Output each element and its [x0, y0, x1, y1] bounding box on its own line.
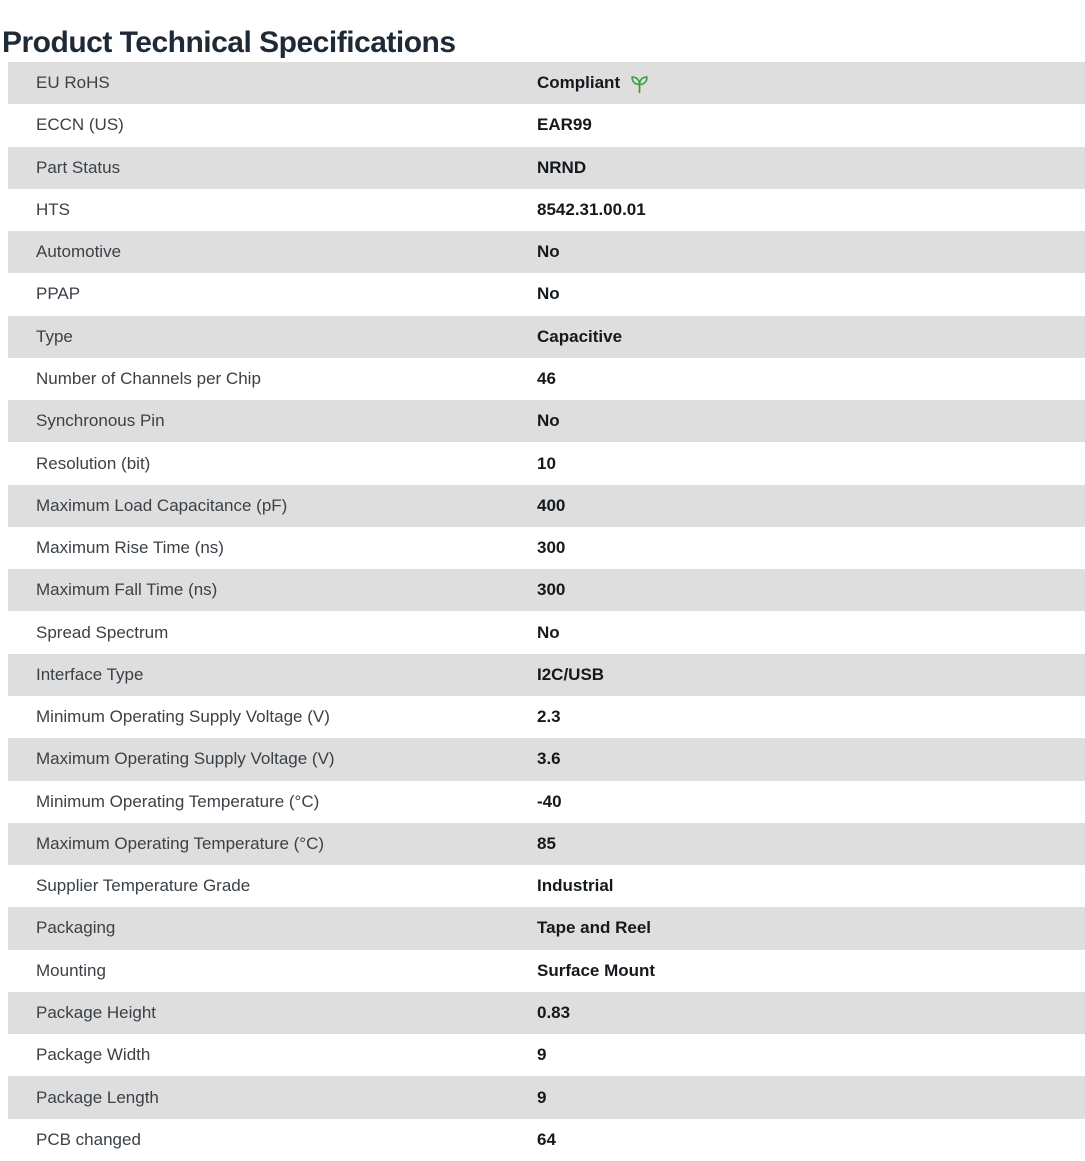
table-row: [8, 1076, 1085, 1118]
spec-value: [537, 876, 1085, 896]
spec-value: [537, 1045, 1085, 1065]
table-row: [8, 189, 1085, 231]
spec-label: EU RoHS: [36, 73, 110, 93]
table-row: [8, 400, 1085, 442]
table-row: [8, 527, 1085, 569]
spec-label: Maximum Rise Time (ns): [36, 538, 224, 558]
spec-label: Spread Spectrum: [36, 622, 169, 642]
table-row: [8, 1119, 1085, 1161]
spec-value-text: 400: [537, 495, 566, 515]
spec-value-text: Industrial: [537, 876, 614, 896]
spec-value-text: 46: [537, 368, 556, 388]
spec-value: [537, 200, 1085, 220]
spec-label: Synchronous Pin: [36, 411, 165, 431]
spec-value-text: Capacitive: [537, 326, 623, 346]
spec-value-text: 3.6: [537, 749, 561, 769]
spec-value-text: I2C/USB: [537, 664, 605, 684]
spec-value-text: 2.3: [537, 707, 561, 727]
spec-value-text: 300: [537, 538, 566, 558]
table-row: [8, 273, 1085, 315]
spec-value-text: No: [537, 622, 560, 642]
spec-label: PPAP: [36, 284, 81, 304]
table-row: [8, 823, 1085, 865]
spec-table: [8, 62, 1085, 1161]
table-row: [8, 654, 1085, 696]
spec-value-text: Compliant: [537, 73, 621, 93]
spec-value: [537, 496, 1085, 516]
table-row: [8, 485, 1085, 527]
spec-label: Package Length: [36, 1087, 159, 1107]
spec-value-text: 10: [537, 453, 556, 473]
spec-value-text: 0.83: [537, 1002, 571, 1022]
spec-value-text: No: [537, 411, 560, 431]
spec-value-text: No: [537, 242, 560, 262]
spec-value: [537, 115, 1085, 135]
spec-label: PCB changed: [36, 1129, 141, 1149]
spec-label: Minimum Operating Supply Voltage (V): [36, 707, 330, 727]
spec-value-text: EAR99: [537, 115, 592, 135]
spec-value-text: -40: [537, 791, 562, 811]
spec-label: Package Height: [36, 1002, 157, 1022]
leaf-icon: [629, 74, 650, 95]
spec-value-text: Surface Mount: [537, 960, 656, 980]
spec-label: Maximum Fall Time (ns): [36, 580, 218, 600]
spec-value: [537, 1130, 1085, 1150]
spec-value-text: 85: [537, 833, 556, 853]
spec-label: Automotive: [36, 242, 122, 262]
table-row: [8, 104, 1085, 146]
spec-value-text: Tape and Reel: [537, 918, 651, 938]
spec-value: [537, 538, 1085, 558]
spec-label: Maximum Load Capacitance (pF): [36, 495, 288, 515]
table-row: [8, 62, 1085, 104]
spec-value: [537, 918, 1085, 938]
spec-label: Maximum Operating Supply Voltage (V): [36, 749, 335, 769]
spec-label: ECCN (US): [36, 115, 124, 135]
spec-value: [537, 158, 1085, 178]
spec-value-text: 9: [537, 1045, 547, 1065]
spec-label: Package Width: [36, 1045, 151, 1065]
table-row: [8, 950, 1085, 992]
spec-value: [537, 411, 1085, 431]
spec-value-text: 300: [537, 580, 566, 600]
spec-label: Maximum Operating Temperature (°C): [36, 833, 325, 853]
table-row: [8, 865, 1085, 907]
spec-value: [537, 242, 1085, 262]
spec-value-text: 9: [537, 1087, 547, 1107]
spec-label: Interface Type: [36, 664, 144, 684]
spec-label: HTS: [36, 199, 70, 219]
table-row: [8, 696, 1085, 738]
page-title: Product Technical Specifications: [2, 26, 456, 60]
spec-label: Supplier Temperature Grade: [36, 876, 251, 896]
spec-value: [537, 369, 1085, 389]
spec-value: [537, 665, 1085, 685]
spec-label: Packaging: [36, 918, 116, 938]
table-row: [8, 992, 1085, 1034]
spec-value: [537, 834, 1085, 854]
table-row: [8, 442, 1085, 484]
spec-label: Mounting: [36, 960, 106, 980]
table-row: [8, 231, 1085, 273]
spec-label: Minimum Operating Temperature (°C): [36, 791, 320, 811]
table-row: [8, 569, 1085, 611]
spec-value: [537, 707, 1085, 727]
spec-value: [537, 1088, 1085, 1108]
spec-value: [537, 623, 1085, 643]
table-row: [8, 316, 1085, 358]
spec-value: [537, 454, 1085, 474]
table-row: [8, 738, 1085, 780]
spec-value-text: No: [537, 284, 560, 304]
spec-label: Number of Channels per Chip: [36, 368, 261, 388]
spec-value-text: 64: [537, 1129, 556, 1149]
spec-value: [537, 749, 1085, 769]
table-row: [8, 147, 1085, 189]
table-row: [8, 358, 1085, 400]
spec-value: [537, 961, 1085, 981]
spec-value: [537, 1003, 1085, 1023]
table-row: [8, 1034, 1085, 1076]
spec-value: [537, 284, 1085, 304]
spec-value-text: 8542.31.00.01: [537, 199, 646, 219]
table-row: [8, 611, 1085, 653]
table-row: [8, 781, 1085, 823]
spec-value: [537, 792, 1085, 812]
spec-value: [537, 327, 1085, 347]
spec-value: [537, 580, 1085, 600]
table-row: [8, 907, 1085, 949]
spec-label: Resolution (bit): [36, 453, 151, 473]
spec-label: Type: [36, 326, 73, 346]
spec-label: Part Status: [36, 157, 121, 177]
spec-value: [537, 72, 1085, 95]
spec-value-text: NRND: [537, 157, 587, 177]
